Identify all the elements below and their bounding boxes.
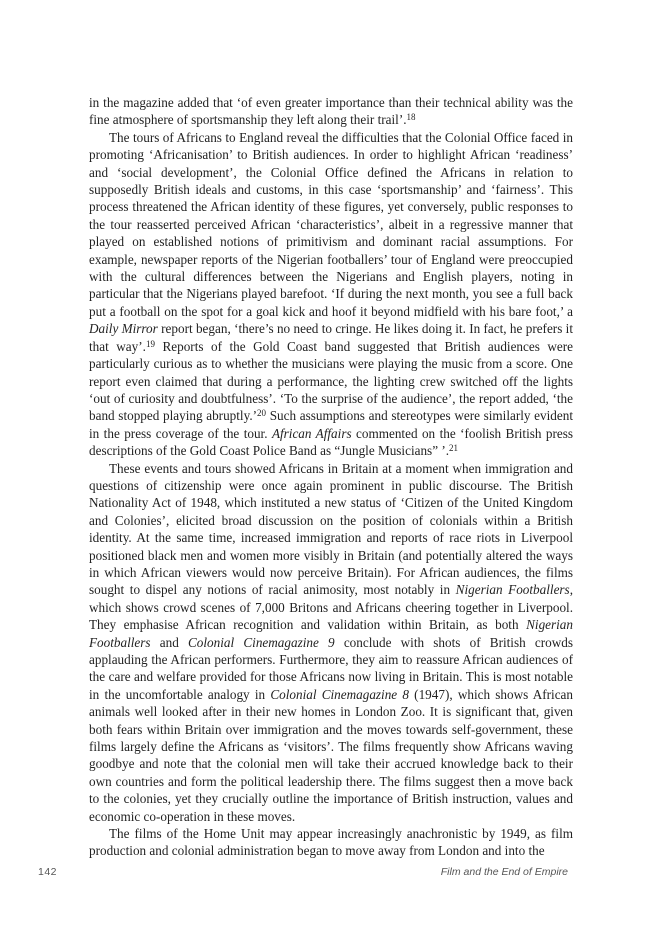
text-run: The tours of Africans to England reveal the difficulties that the Colonial Office faced in promoting ‘Africanisation’ to British audiences. In order to highlight African ‘readiness’ and ‘social development’, the Colonial Office defined the Africans in relation to supposedly British ideals and customs, in this case ‘sportsmanship’ and ‘fairness’. This process threatened the African identity of these figures, yet conversely, public responses to the tour reasserted perceived African ‘characteristics’, albeit in a regressive manner that played on established notions of primitivism and dominant racial assumptions. For example, newspaper reports of the Nigerian footballers’ tour of England were preoccupied with the cultural differences between the Nigerians and English players, noting in particular that the Nigerians played barefoot. ‘If during the next month, you see a full back put a football on the spot for a goal kick and hoof it beyond midfield with his bare foot,’ a	[89, 129, 573, 319]
text-run: The films of the Home Unit may appear increasingly anachronistic by 1949, as film production and colonial administration began to move away from London and into the	[89, 826, 573, 859]
italic-title: Daily Mirror	[89, 321, 158, 337]
paragraph	[89, 129, 573, 460]
italic-title: Colonial Cinemagazine 9	[188, 634, 335, 650]
text-run: Reports of the Gold Coast band suggested that British audiences were particularly curious as to whether the musicians were playing the music from a score. One report even claimed that during a performance, the lighting crew switched off the lights ‘out of curiosity and doubtfulness’. ‘To the surprise of the audience’, the report added, ‘the band stopped playing abruptly.’	[89, 338, 573, 424]
italic-title: African Affairs	[271, 425, 352, 441]
paragraph	[89, 460, 573, 826]
text-run: conclude with shots of British crowds applauding the African performers. Furthermore, they aim to reassure African audiences of the care and welfare provided for those Africans now living in Britain. This is most notable in the uncomfortable analogy in	[89, 634, 573, 702]
italic-title: Colonial Cinemagazine 8	[270, 686, 409, 702]
footnote-marker: 20	[257, 408, 267, 419]
text-run: report began, ‘there’s no need to cringe. He likes doing it. In fact, he prefers it that way’.	[89, 321, 573, 354]
paragraph	[89, 94, 573, 129]
body-text	[89, 94, 573, 860]
text-run: in the magazine added that ‘of even greater importance than their technical ability was the fine atmosphere of sportsmanship they left along their trail’.	[89, 95, 573, 128]
italic-title: Nigerian Footballers	[455, 582, 570, 598]
text-run: , which shows crowd scenes of 7,000 Britons and Africans cheering together in Liverpool. They emphasise African recognition and validation within Britain, as both	[89, 582, 573, 633]
text-run: (1947), which shows African animals well looked after in their new homes in London Zoo. It is significant that, given both fears within Britain over immigration and the moves towards self-government, these films largely define the Africans as ‘visitors’. The films frequently show Africans waving goodbye and note that the colonial men will take their accrued knowledge back to their own countries and form the political leadership there. The films suggest then a move back to the colonies, yet they crucially outline the importance of British instruction, values and economic co-operation in these moves.	[89, 686, 574, 824]
running-footer-title: Film and the End of Empire	[440, 866, 568, 878]
text-run: These events and tours showed Africans in Britain at a moment when immigration and questions of citizenship were once again prominent in public discourse. The British Nationality Act of 1948, which instituted a new status of ‘Citizen of the United Kingdom and Colonies’, elicited broad discussion on the position of colonials within a British identity. At the same time, increased immigration and reports of race riots in Liverpool positioned black men and women more visibly in Britain (and potentially altered the ways in which African viewers would now perceive Britain). For African audiences, the films sought to dispel any notions of racial animosity, most notably in	[89, 460, 573, 598]
text-run: commented on the ‘foolish British press descriptions of the Gold Coast Police Band as “Jungle Musicians” ’.	[89, 425, 573, 459]
text-run: and	[150, 634, 188, 650]
footnote-marker: 19	[145, 338, 155, 349]
text-run: Such assumptions and stereotypes were similarly evident in the press coverage of the tour.	[89, 408, 573, 441]
italic-title: Nigerian Footballers	[89, 617, 573, 650]
footnote-marker: 18	[406, 112, 416, 123]
footnote-marker: 21	[449, 443, 459, 454]
paragraph	[89, 825, 573, 860]
page-number: 142	[38, 866, 58, 878]
